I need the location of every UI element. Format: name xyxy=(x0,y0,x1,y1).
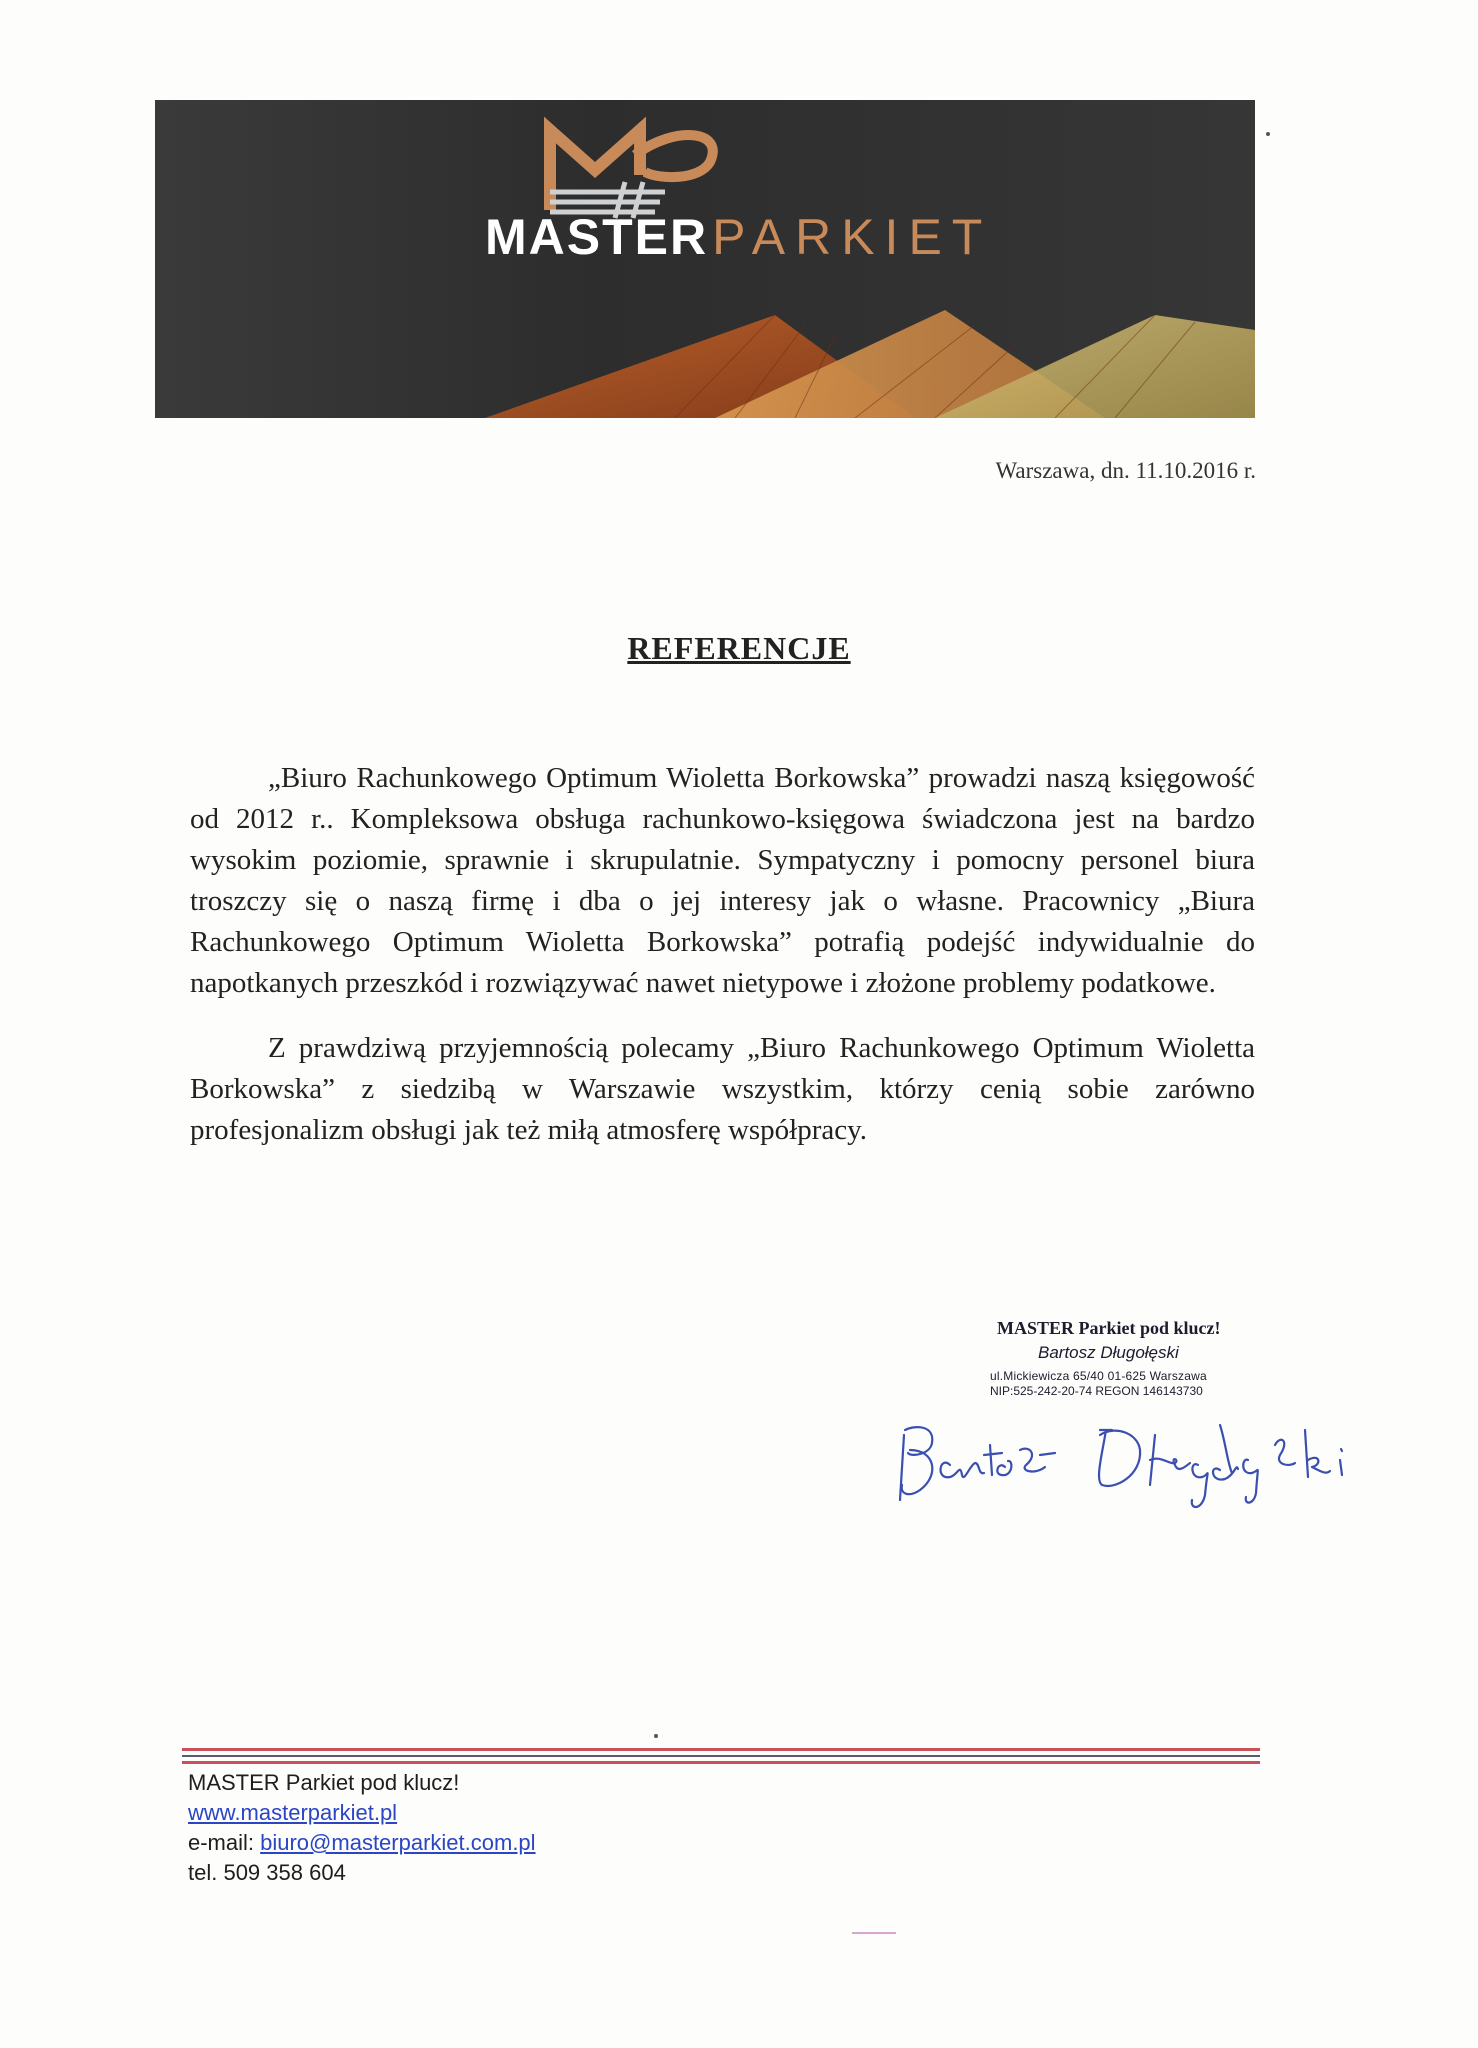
scan-speck-2 xyxy=(654,1734,658,1738)
paragraph-2: Z prawdziwą przyjemnością polecamy „Biuro Rachunkowego Optimum Wioletta Borkowska” z siedzibą w Warszawie wszystkim, którzy cenią sobie zarówno profesjonalizm obsługi jak też miłą atmosferę współpracy. xyxy=(190,1032,1255,1146)
mp-monogram xyxy=(550,130,713,218)
letter-title: REFERENCJE xyxy=(627,630,851,666)
brand-master: MASTER xyxy=(485,209,709,265)
footer-email-row xyxy=(188,1828,536,1858)
footer-rule-top xyxy=(182,1748,1260,1751)
stamp-person: Bartosz Długołęski xyxy=(1038,1343,1179,1362)
footer-website-link[interactable]: www.masterparkiet.pl xyxy=(188,1800,398,1825)
stamp-address: ul.Mickiewicza 65/40 01-625 Warszawa xyxy=(990,1369,1207,1383)
letter-date: Warszawa, dn. 11.10.2016 r. xyxy=(995,458,1256,483)
stamp-ids: NIP:525-242-20-74 REGON 146143730 xyxy=(990,1384,1203,1398)
footer-rule-bottom xyxy=(182,1761,1260,1764)
header-banner xyxy=(155,100,1255,418)
footer-email-link[interactable]: biuro@masterparkiet.com.pl xyxy=(260,1830,536,1855)
handwritten-signature xyxy=(880,1405,1410,1525)
scan-speck xyxy=(1266,132,1270,136)
scan-mark xyxy=(852,1932,896,1934)
letter-body xyxy=(190,758,1255,1175)
footer-rule-middle xyxy=(182,1755,1260,1757)
company-stamp xyxy=(990,1318,1270,1398)
paragraph-1: „Biuro Rachunkowego Optimum Wioletta Borkowska” prowadzi naszą księgowość od 2012 r.. Kompleksowa obsługa rachunkowo-księgowa świadczona jest na bardzo wysokim poziomie, sprawnie i skrupulatnie. Sympatyczny i pomocny personel biura troszczy się o naszą firmę i dba o jej interesy jak o własne. Pracownicy „Biura Rachunkowego Optimum Wioletta Borkowska” potrafią podejść indywidualnie do napotkanych przeszkód i rozwiązywać nawet nietypowe i złożone problemy podatkowe. xyxy=(190,762,1255,999)
footer-email-label: e-mail: xyxy=(188,1830,261,1855)
footer-company: MASTER Parkiet pod klucz! xyxy=(188,1770,460,1795)
brand-parkiet: PARKIET xyxy=(712,209,993,265)
footer-contact xyxy=(188,1768,536,1888)
footer-phone: tel. 509 358 604 xyxy=(188,1860,346,1885)
brand-logo xyxy=(485,208,992,266)
stamp-company: MASTER Parkiet pod klucz! xyxy=(997,1318,1221,1338)
